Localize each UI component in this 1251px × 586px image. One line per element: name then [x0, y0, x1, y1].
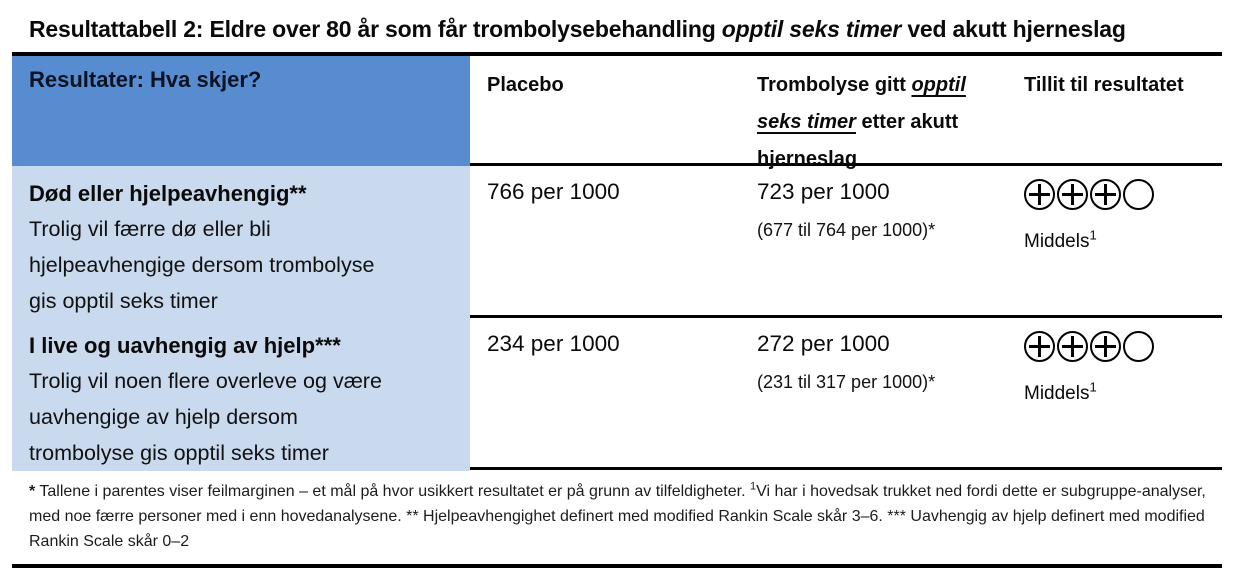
- certainty-footnote-marker: 1: [1089, 227, 1097, 243]
- grade-plus-icon: [1024, 331, 1055, 362]
- footnote-section: [12, 470, 1222, 568]
- intervention-value: 723 per 1000: [757, 179, 890, 204]
- title-suffix: ved akutt hjerneslag: [901, 16, 1126, 42]
- column-header-intervention-label: Trombolyse gitt opptil seks timer etter akutt hjerneslag: [757, 74, 966, 170]
- grade-empty-circle-icon: [1123, 179, 1154, 210]
- outcome-description: Trolig vil noen flere overleve og være uavhengige av hjelp dersom trombolyse gis opptil seks timer: [29, 369, 382, 465]
- page-title: [29, 16, 1222, 43]
- grade-plus-icon: [1024, 179, 1055, 210]
- outcome-title: I live og uavhengig av hjelp***: [29, 333, 341, 358]
- certainty-footnote-marker: 1: [1089, 379, 1097, 395]
- certainty-cell: [1022, 318, 1222, 471]
- grade-empty-circle-icon: [1123, 331, 1154, 362]
- footnote-superscript-1: 1: [749, 480, 757, 493]
- outcome-cell: [12, 318, 470, 471]
- placebo-value: 234 per 1000: [487, 331, 620, 356]
- placebo-value-cell: [470, 318, 755, 471]
- outcome-description: Trolig vil færre dø eller bli hjelpeavhengige dersom trombolyse gis opptil seks timer: [29, 217, 375, 313]
- certainty-cell: [1022, 166, 1222, 319]
- intervention-value-cell: [755, 318, 1022, 471]
- outcome-title: Død eller hjelpeavhengig**: [29, 181, 307, 206]
- grade-rating: [1024, 179, 1212, 210]
- placebo-value-cell: [470, 166, 755, 319]
- table-row-death-or-dependency: [12, 166, 1222, 318]
- title-prefix: Resultattabell 2: Eldre over 80 år som får trombolysebehandling: [29, 16, 722, 42]
- certainty-label: Middels$^1$: [1024, 227, 1097, 252]
- intervention-value-cell: [755, 166, 1022, 319]
- grade-plus-icon: [1090, 179, 1121, 210]
- intervention-emphasis-1: opptil: [911, 74, 966, 96]
- outcome-cell: [12, 166, 470, 319]
- column-header-intervention: [755, 56, 1022, 178]
- footnote-text: * Tallene i parentes viser feilmarginen – et mål på hvor usikkert resultatet er på grunn av tilfeldigheter. $^1$Vi har i hovedsak trukket ned fordi dette er subgruppe-analyser, med noe færre personer med i enn hovedanalysene. ** Hjelpeavhengighet definert med modified Rankin Scale skår 3–6. *** Uavhengig av hjelp definert med modified Rankin Scale skår 0–2: [29, 480, 1206, 550]
- margin-of-error: (231 til 317 per 1000)*: [757, 372, 936, 392]
- column-header-results-label: Resultater: Hva skjer?: [29, 67, 262, 92]
- table-header-row: [12, 56, 1222, 170]
- column-header-certainty: [1022, 56, 1222, 178]
- margin-of-error: (677 til 764 per 1000)*: [757, 220, 936, 240]
- intervention-emphasis-2: seks timer: [757, 111, 856, 133]
- grade-plus-icon: [1090, 331, 1121, 362]
- title-emphasis: opptil seks timer: [721, 16, 902, 42]
- results-table: [12, 56, 1222, 470]
- column-header-results: [12, 56, 470, 178]
- grade-rating: [1024, 331, 1212, 362]
- column-header-certainty-label: Tillit til resultatet: [1024, 74, 1184, 96]
- placebo-value: 766 per 1000: [487, 179, 620, 204]
- grade-plus-icon: [1057, 179, 1088, 210]
- intervention-value: 272 per 1000: [757, 331, 890, 356]
- column-header-placebo: [470, 56, 755, 178]
- title-section: [12, 10, 1222, 56]
- certainty-label: Middels$^1$: [1024, 379, 1097, 404]
- table-row-alive-and-independent: [12, 318, 1222, 470]
- column-header-placebo-label: Placebo: [487, 74, 564, 96]
- grade-plus-icon: [1057, 331, 1088, 362]
- footnote-star-marker: *: [29, 483, 36, 500]
